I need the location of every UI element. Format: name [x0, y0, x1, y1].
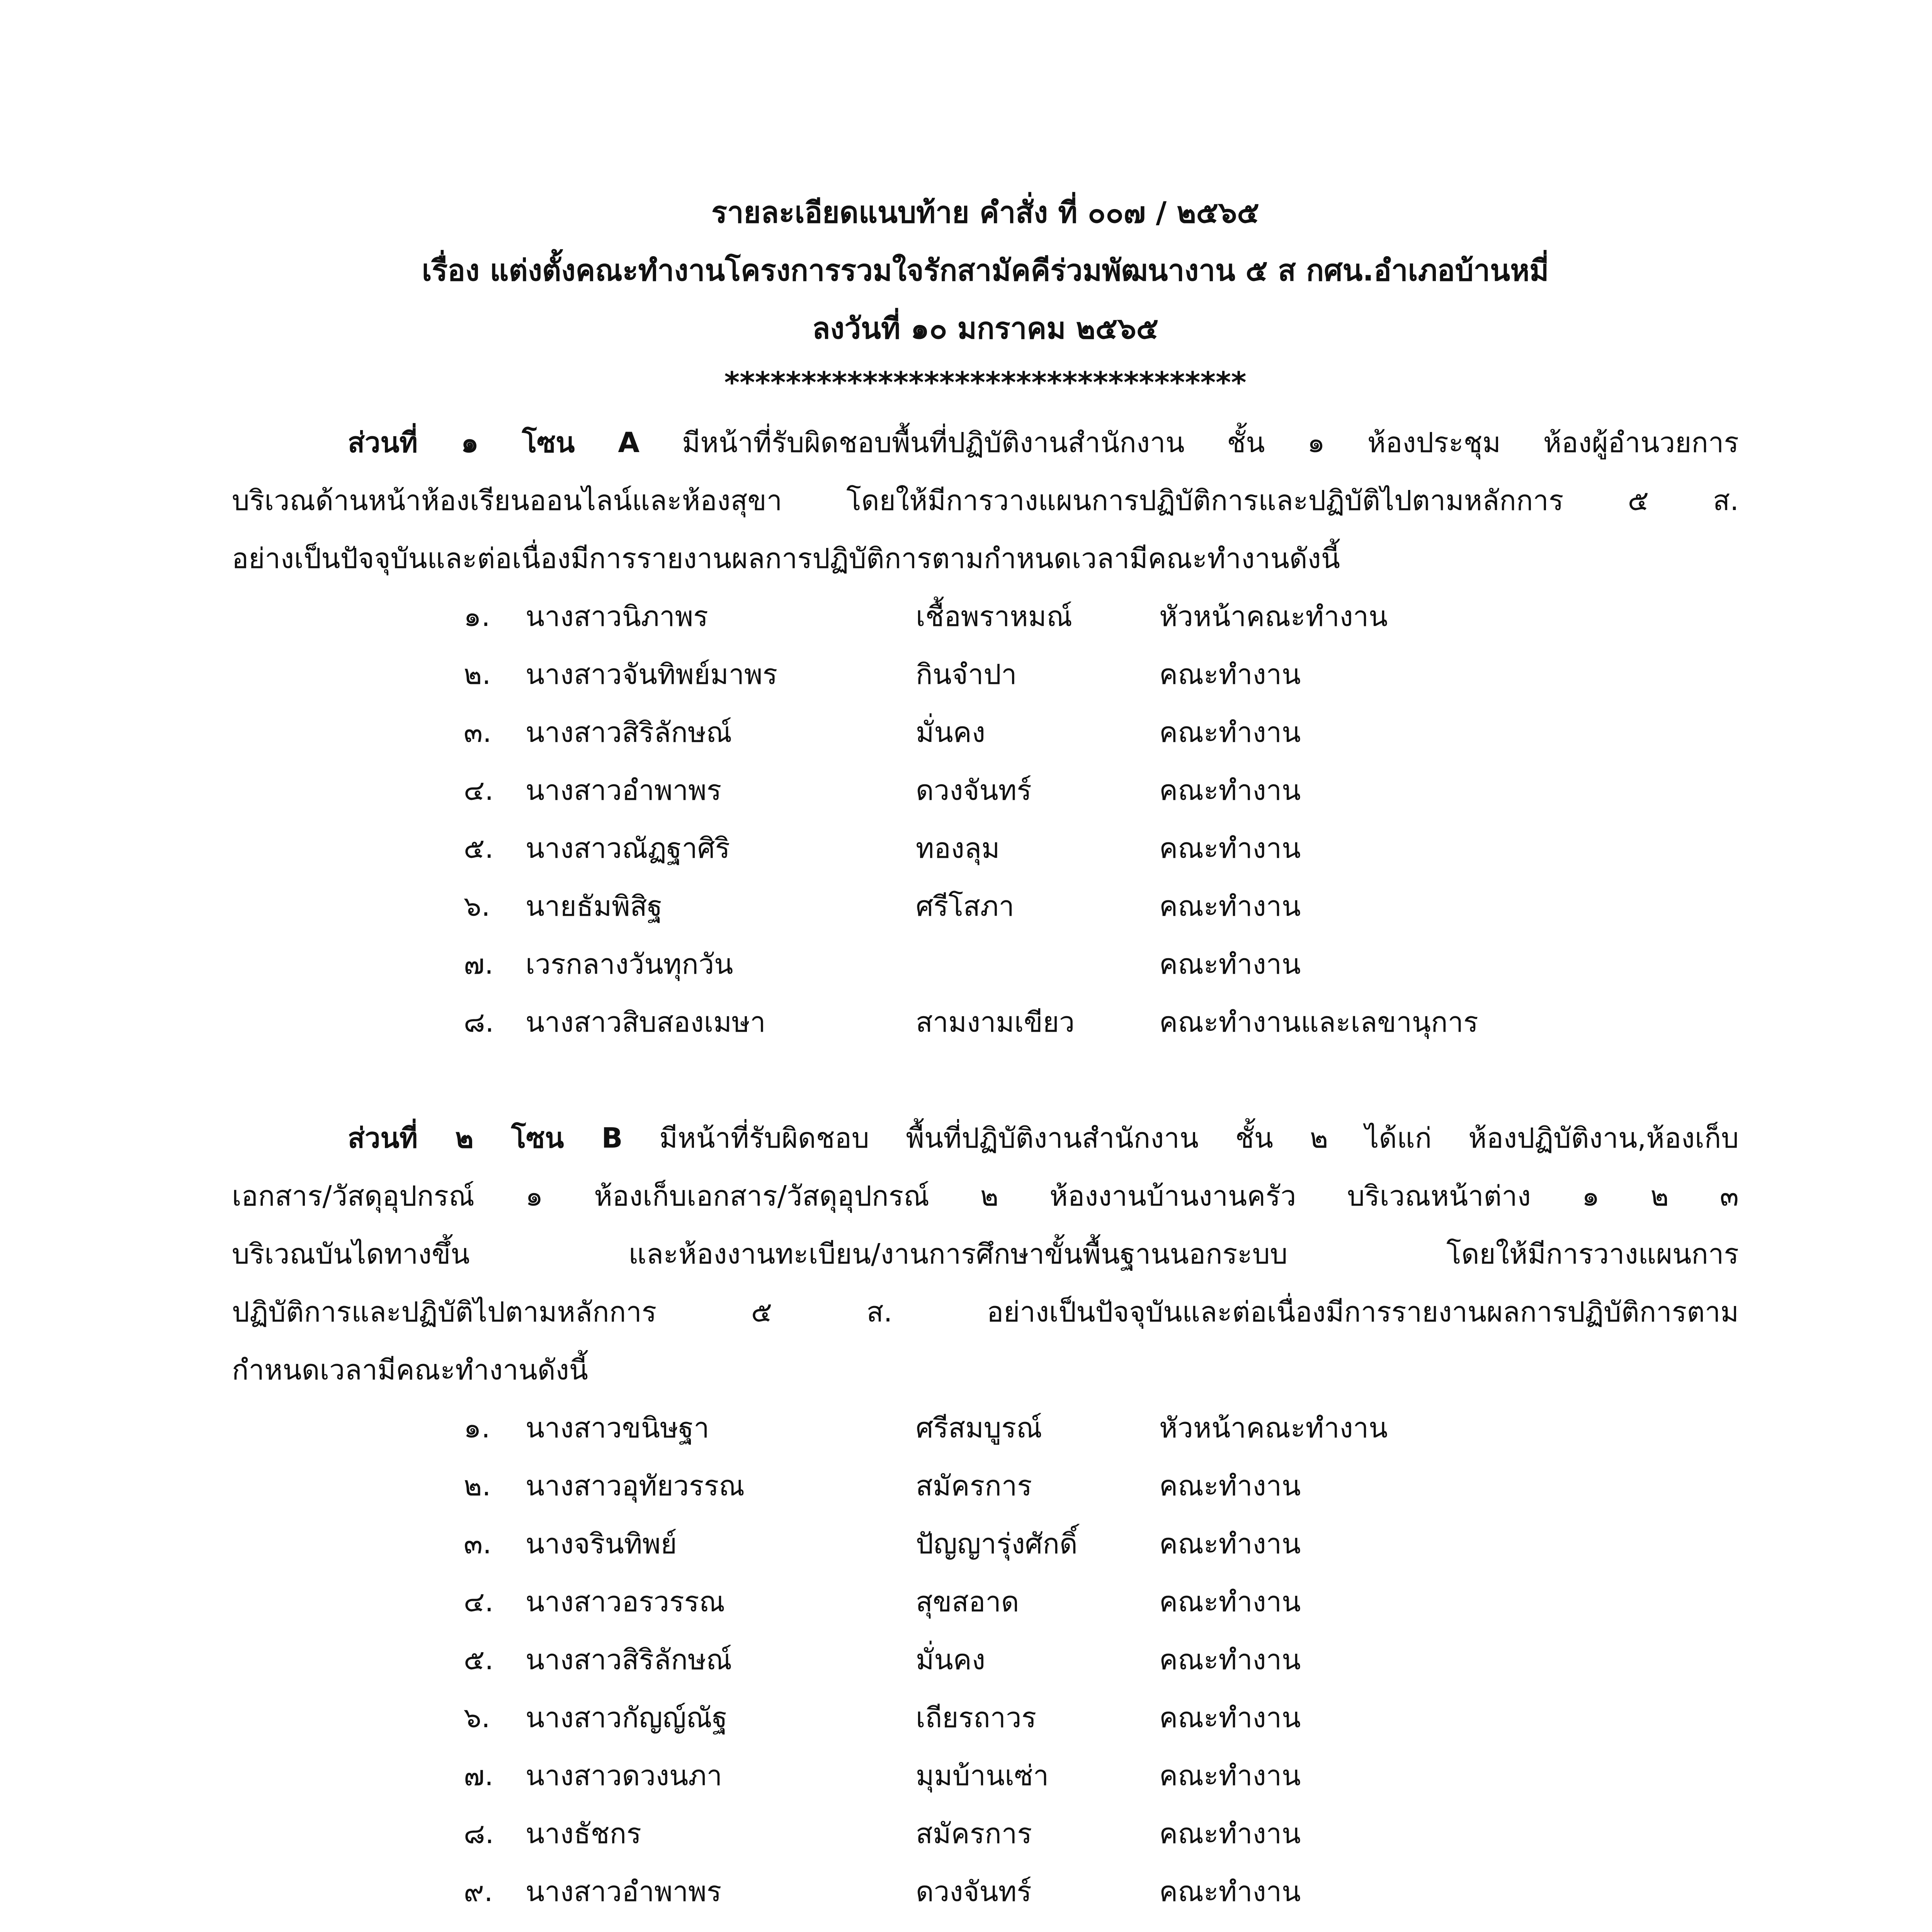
member-number: ๒. [464, 658, 491, 690]
member-number: ๘. [464, 1006, 494, 1038]
member-last-name: ทองลุม [916, 832, 1000, 864]
member-last-name: มั่นคง [916, 716, 985, 748]
member-number: ๓. [464, 1527, 492, 1560]
section-a-heading: ส่วนที่ ๑ โซน A [348, 426, 640, 459]
member-row [464, 1515, 1623, 1573]
member-number: ๕. [464, 1643, 494, 1676]
member-last-name: ศรีสมบูรณ์ [916, 1412, 1042, 1444]
member-row [464, 993, 1623, 1051]
member-last-name: สมัครการ [916, 1817, 1032, 1850]
member-first-name: นางสาวสิบสองเมษา [526, 1006, 766, 1038]
document-date: ลงวันที่ ๑๐ มกราคม ๒๕๖๕ [812, 311, 1159, 345]
member-number: ๖. [464, 1701, 490, 1734]
document-subject: เรื่อง แต่งตั้งคณะทำงานโครงการรวมใจรักสามัคคีร่วมพัฒนางาน ๕ ส กศน.อำเภอบ้านหมี่ [422, 253, 1549, 287]
section-a-paragraph [232, 413, 1739, 587]
member-first-name: นางสาวอุทัยวรรณ [526, 1469, 745, 1502]
member-row [464, 1399, 1623, 1457]
member-row [464, 1747, 1623, 1804]
member-role: คณะทำงาน [1159, 832, 1301, 864]
member-first-name: นางสาวจันทิพย์มาพร [526, 658, 778, 690]
member-first-name: นางสาวอรวรรณ [526, 1585, 725, 1618]
member-last-name: มุมบ้านเซ่า [916, 1759, 1049, 1792]
member-role: คณะทำงาน [1159, 658, 1301, 690]
member-first-name: นางสาวดวงนภา [526, 1759, 723, 1792]
member-last-name: สามงามเขียว [916, 1006, 1075, 1038]
member-row [464, 1689, 1623, 1747]
member-number: ๔. [464, 774, 494, 806]
member-role: หัวหน้าคณะทำงาน [1159, 600, 1388, 633]
member-first-name: นางสาวณัฏฐาศิริ [526, 832, 730, 864]
member-last-name: ดวงจันทร์ [916, 774, 1032, 806]
member-number: ๑. [464, 1412, 490, 1444]
paragraph-line: เอกสาร/วัสดุอุปกรณ์ ๑ ห้องเก็บเอกสาร/วัสดุอุปกรณ์ ๒ ห้องงานบ้านงานครัว บริเวณหน้าต่าง ๑ ๒ ๓ [232, 1180, 1739, 1212]
member-first-name: นางสาวขนิษฐา [526, 1412, 709, 1444]
member-role: คณะทำงาน [1159, 1875, 1301, 1908]
paragraph-line: กำหนดเวลามีคณะทำงานดังนี้ [232, 1354, 588, 1386]
paragraph-line [232, 413, 1739, 471]
member-last-name: กินจำปา [916, 658, 1017, 690]
member-role: คณะทำงาน [1159, 948, 1301, 980]
member-row [464, 1862, 1623, 1920]
member-row [464, 877, 1623, 935]
member-row [464, 1804, 1623, 1862]
member-role: คณะทำงาน [1159, 1817, 1301, 1850]
paragraph-line [232, 1109, 1739, 1167]
member-row [464, 703, 1623, 761]
member-number: ๗. [464, 948, 494, 980]
member-row [464, 761, 1623, 819]
member-row [464, 819, 1623, 877]
member-last-name: สมัครการ [916, 1469, 1032, 1502]
member-row [464, 1457, 1623, 1515]
member-first-name: นางสาวอำพาพร [526, 774, 722, 806]
member-number: ๘. [464, 1817, 494, 1850]
member-role: คณะทำงานและเลขานุการ [1159, 1006, 1478, 1038]
member-row [464, 1573, 1623, 1631]
document-title: รายละเอียดแนบท้าย คำสั่ง ที่ ๐๐๗ / ๒๕๖๕ [711, 195, 1259, 230]
member-last-name: สุขสอาด [916, 1585, 1019, 1618]
member-role: คณะทำงาน [1159, 1759, 1301, 1792]
member-role: คณะทำงาน [1159, 1643, 1301, 1676]
member-number: ๒. [464, 1469, 491, 1502]
member-last-name: ดวงจันทร์ [916, 1875, 1032, 1908]
section-a-member-list [464, 587, 1623, 1051]
member-row [464, 1631, 1623, 1689]
member-first-name: นางสาวนิภาพร [526, 600, 708, 633]
member-number [464, 1920, 507, 1932]
member-first-name: นางสาวกัญญ์ณัฐ [526, 1701, 728, 1734]
member-number: ๔. [464, 1585, 494, 1618]
member-first-name: นางสาวอำพาพร [526, 1875, 722, 1908]
member-number: ๕. [464, 832, 494, 864]
paragraph-line: ปฏิบัติการและปฏิบัติไปตามหลักการ ๕ ส. อย่างเป็นปัจจุบันและต่อเนื่องมีการรายงานผลการปฏิบัติการตาม [232, 1296, 1739, 1328]
member-role: คณะทำงาน [1159, 1701, 1301, 1734]
member-role: คณะทำงาน [1159, 774, 1301, 806]
separator-line: ********************************** [724, 365, 1247, 400]
member-role: หัวหน้าคณะทำงาน [1159, 1412, 1388, 1444]
member-role: คณะทำงาน [1159, 1469, 1301, 1502]
member-row [464, 935, 1623, 993]
section-b-member-list [464, 1399, 1623, 1932]
member-first-name: นางจรินทิพย์ [526, 1527, 677, 1560]
member-role: คณะทำงาน [1159, 1527, 1301, 1560]
member-number: ๑. [464, 600, 490, 633]
member-role: คณะทำงาน [1159, 890, 1301, 922]
member-first-name: นางสาวสิริลักษณ์ [526, 716, 732, 748]
member-role [1159, 1920, 1301, 1932]
member-last-name: ปัญญารุ่งศักดิ์ [916, 1527, 1078, 1560]
member-role: คณะทำงาน [1159, 1585, 1301, 1618]
member-last-name: เถียรถาวร [916, 1701, 1037, 1734]
member-row [464, 587, 1623, 645]
section-b-heading: ส่วนที่ ๒ โซน B [348, 1122, 623, 1154]
member-role: คณะทำงาน [1159, 716, 1301, 748]
member-last-name: มั่นคง [916, 1643, 985, 1676]
paragraph-text: มีหน้าที่รับผิดชอบพื้นที่ปฏิบัติงานสำนักงาน ชั้น ๑ ห้องประชุม ห้องผู้อำนวยการ [639, 426, 1739, 459]
member-last-name: ศรีโสภา [916, 890, 1014, 922]
member-last-name [916, 1920, 997, 1932]
member-row [464, 1920, 1623, 1932]
member-first-name: นางธัชกร [526, 1817, 641, 1850]
member-last-name: เชื้อพราหมณ์ [916, 600, 1072, 633]
member-number: ๓. [464, 716, 492, 748]
paragraph-text: มีหน้าที่รับผิดชอบ พื้นที่ปฏิบัติงานสำนักงาน ชั้น ๒ ได้แก่ ห้องปฏิบัติงาน,ห้องเก็บ [622, 1122, 1739, 1154]
member-number: ๗. [464, 1759, 494, 1792]
member-number: ๖. [464, 890, 490, 922]
paragraph-line: บริเวณบันไดทางขึ้น และห้องงานทะเบียน/งานการศึกษาขั้นพื้นฐานนอกระบบ โดยให้มีการวางแผนการ [232, 1238, 1739, 1270]
paragraph-line: บริเวณด้านหน้าห้องเรียนออนไลน์และห้องสุขา โดยให้มีการวางแผนการปฏิบัติการและปฏิบัติไปตามหลักการ ๕ ส. [232, 484, 1739, 517]
paragraph-line: อย่างเป็นปัจจุบันและต่อเนื่องมีการรายงานผลการปฏิบัติการตามกำหนดเวลามีคณะทำงานดังนี้ [232, 542, 1340, 575]
member-number: ๙. [464, 1875, 493, 1908]
member-row [464, 645, 1623, 703]
section-b-paragraph [232, 1109, 1739, 1399]
member-first-name: เวรกลางวันทุกวัน [526, 948, 733, 980]
member-first-name: นางสาวสิริลักษณ์ [526, 1643, 732, 1676]
member-first-name: นายธัมพิสิฐ [526, 890, 663, 922]
member-first-name [526, 1920, 713, 1932]
